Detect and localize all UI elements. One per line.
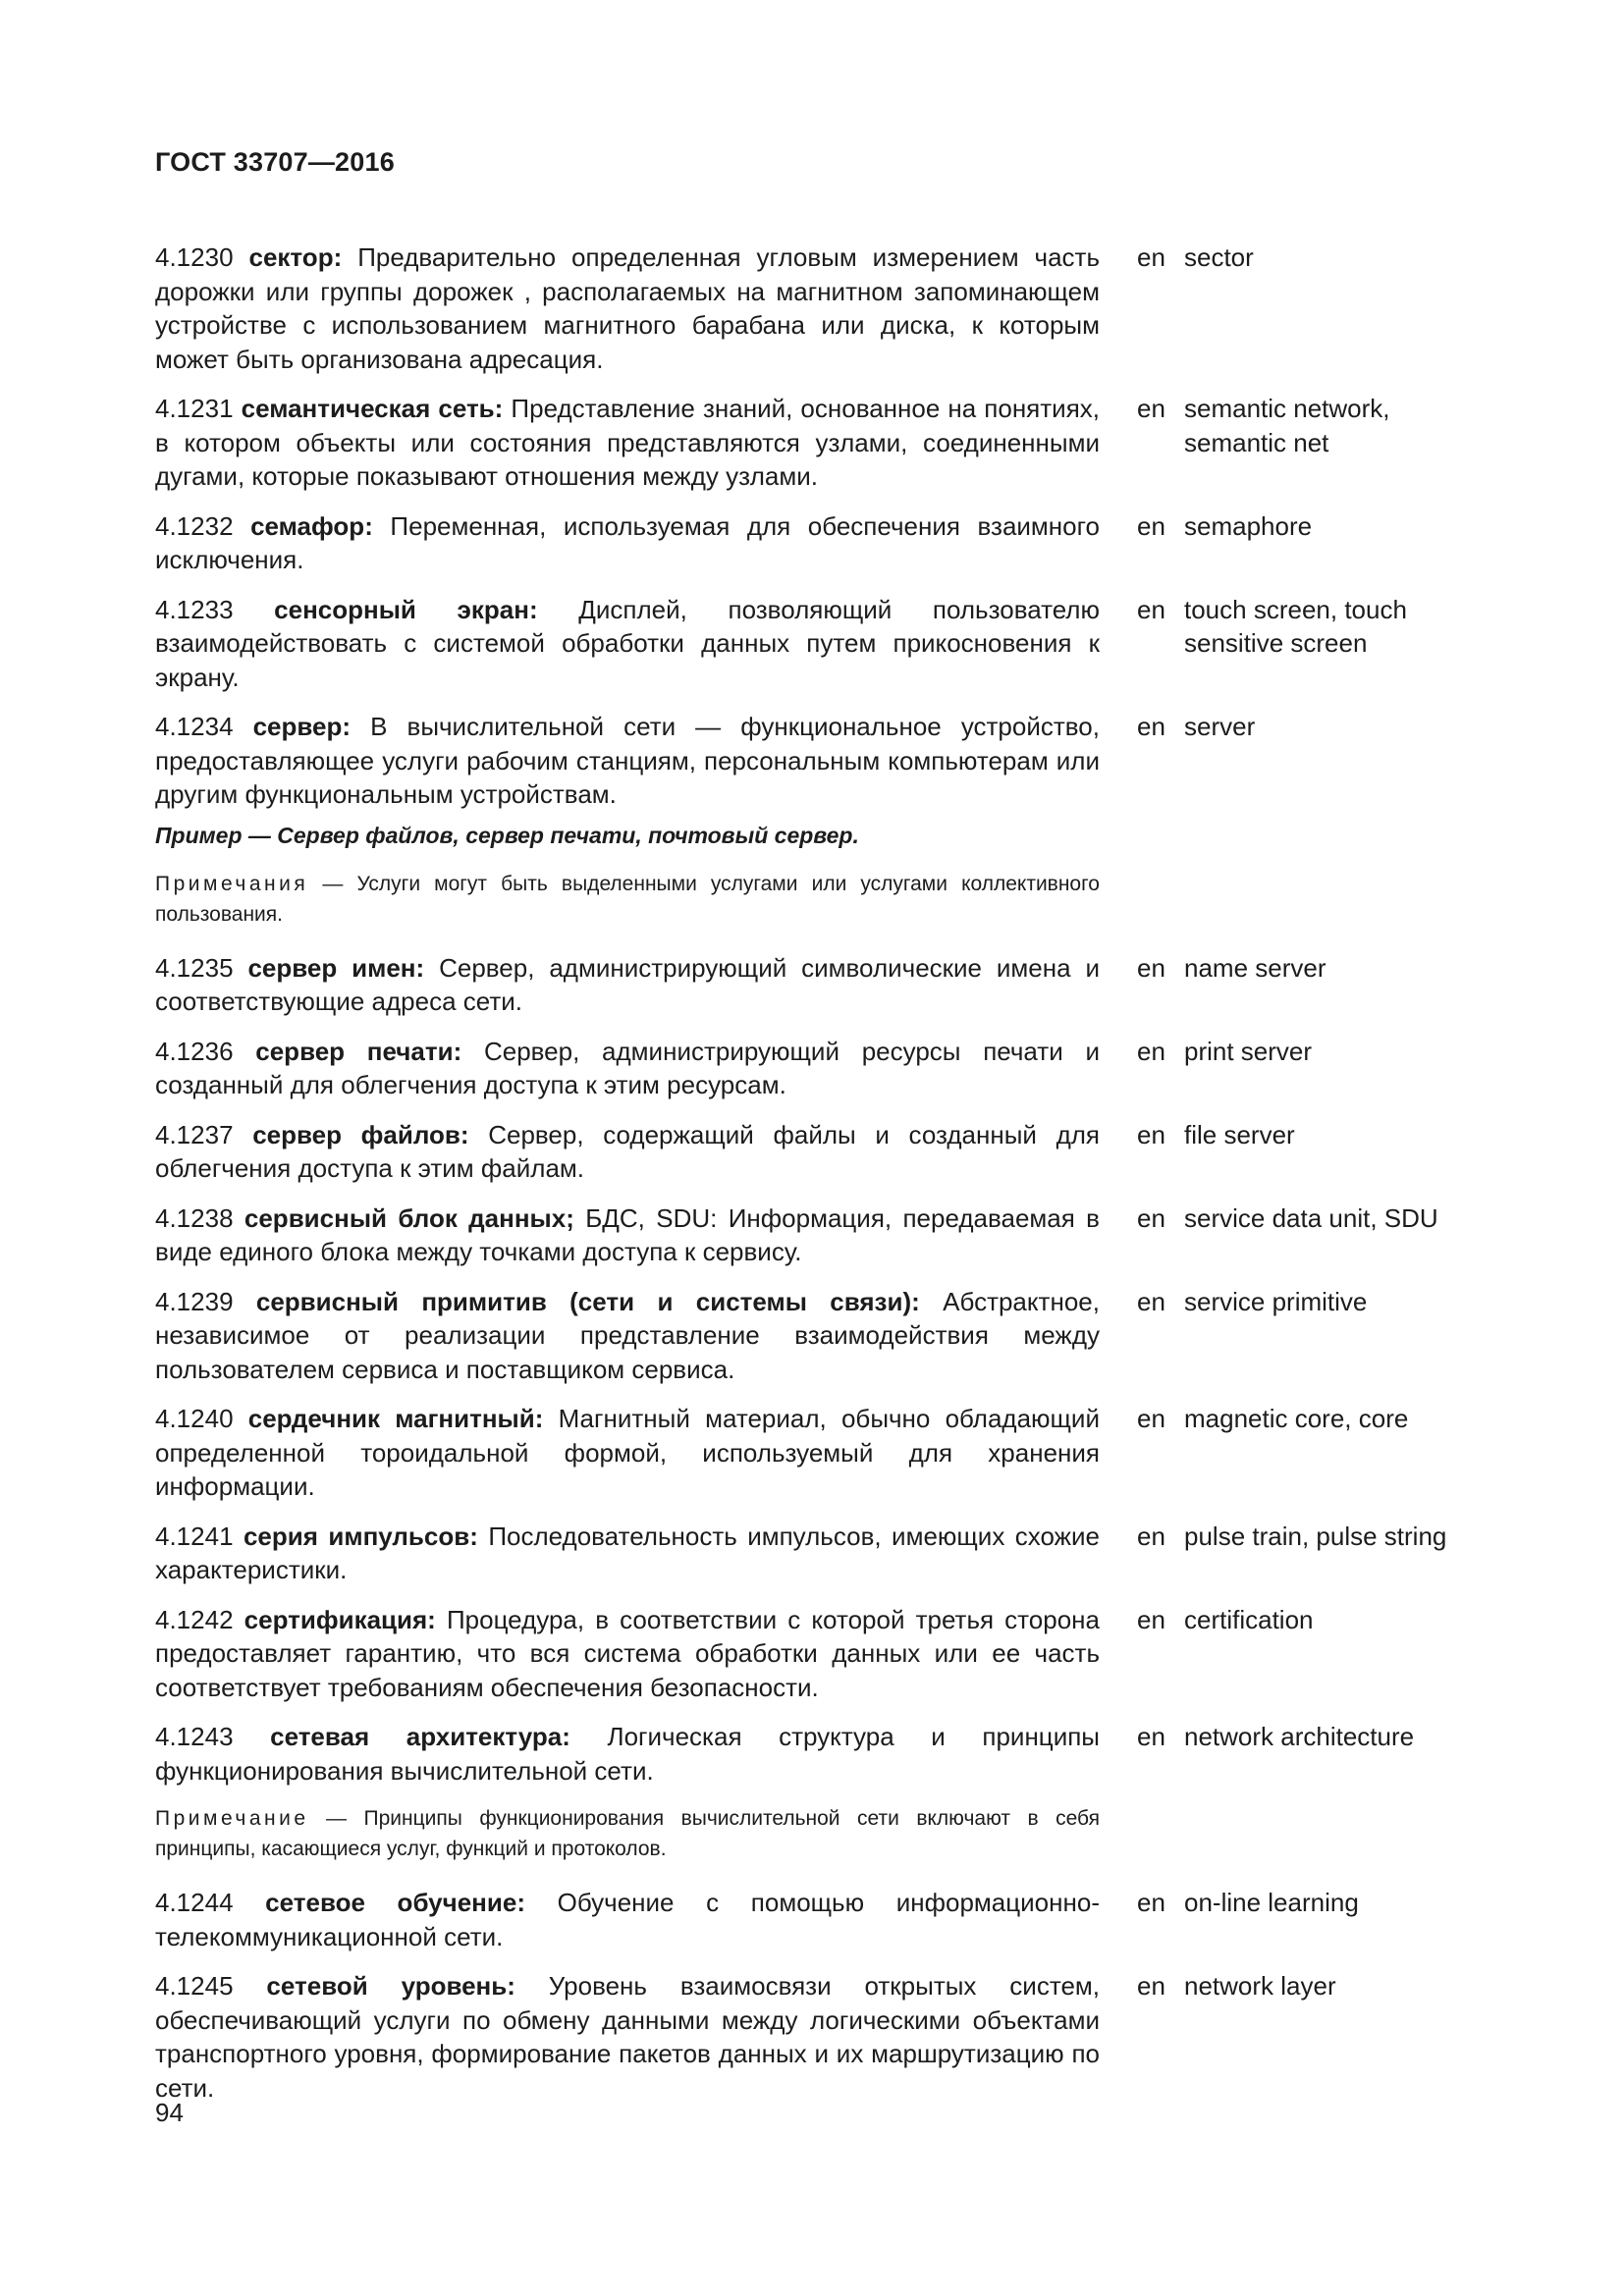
entry-term: семантическая сеть: (241, 394, 504, 423)
entry-term: сервер: (252, 712, 352, 741)
entry-term: сетевое обучение: (265, 1888, 525, 1917)
entry-number: 4.1241 (155, 1521, 234, 1551)
entry-text: Уровень взаимосвязи открытых систем, обеспечивающий услуги по обмену данными между логическими объектами транспортного уровня, формирование пакетов данных и их маршрутизацию по сети. (155, 1971, 1100, 2103)
entry-number: 4.1235 (155, 952, 234, 983)
entry-number: 4.1245 (155, 1971, 234, 2001)
entry-term: сектор: (248, 242, 343, 272)
entry-number: 4.1238 (155, 1202, 234, 1233)
entry-language: en (1137, 1036, 1165, 1066)
entry-number: 4.1237 (155, 1119, 234, 1149)
entry-definition (155, 1285, 1100, 1387)
note-text: — Принципы функционирования вычислительной сети включают в себя принципы, касающиеся услуг, функций и протоколов. (155, 1807, 1100, 1860)
term-entry (155, 1285, 1490, 1387)
entry-number: 4.1236 (155, 1036, 234, 1066)
entry-number: 4.1240 (155, 1404, 234, 1433)
entry-number: 4.1233 (155, 594, 234, 624)
entry-definition (155, 1603, 1100, 1705)
entry-text: В вычислительной сети — функциональное устройство, предоставляющее услуги рабочим станциям, персональным компьютерам или другим функциональным устройствам. (155, 712, 1100, 809)
entry-equivalent: sector (1184, 242, 1254, 272)
note-text: — Услуги могут быть выделенными услугами или услугами коллективного пользования. (155, 872, 1100, 926)
entry-text: Переменная, используемая для обеспечения взаимного исключения. (155, 510, 1100, 574)
entry-language: en (1137, 712, 1165, 741)
entry-equivalent: on-line learning (1184, 1888, 1359, 1917)
entry-language: en (1137, 1119, 1165, 1149)
entry-term: сертификация: (244, 1604, 436, 1634)
entry-equivalent: semaphore (1184, 510, 1313, 541)
entry-number: 4.1242 (155, 1604, 234, 1634)
note-label: Примечания (155, 872, 309, 895)
term-entry (155, 1603, 1490, 1705)
entry-language: en (1137, 1971, 1165, 2001)
entry-number: 4.1244 (155, 1888, 234, 1917)
entry-equivalent: network layer (1184, 1971, 1336, 2001)
entry-language: en (1137, 1888, 1165, 1917)
entry-definition (155, 1969, 1100, 2105)
entry-term: сетевая архитектура: (270, 1722, 570, 1751)
entry-text: Представление знаний, основанное на понятиях, в котором объекты или состояния представляются узлами, соединенными дугами, которые показывают отношения между узлами. (155, 394, 1101, 491)
entry-equivalent: server (1184, 712, 1256, 741)
term-entry (155, 240, 1490, 376)
entry-language: en (1137, 1722, 1165, 1751)
note-block (155, 1803, 1100, 1864)
term-entry (155, 1969, 1490, 2105)
entry-language: en (1137, 1286, 1165, 1316)
entry-equivalent: magnetic core, core (1184, 1404, 1409, 1433)
entry-language: en (1137, 952, 1165, 983)
entry-definition (155, 1520, 1100, 1587)
entry-language: en (1137, 242, 1165, 272)
entry-number: 4.1243 (155, 1722, 234, 1751)
entry-term: семафор: (250, 510, 373, 541)
entry-definition (155, 1720, 1100, 1788)
term-entry (155, 1118, 1490, 1186)
entry-text: Дисплей, позволяющий пользователю взаимодействовать с системой обработки данных путем прикосновения к экрану. (155, 594, 1100, 692)
entry-language: en (1137, 1604, 1165, 1634)
entry-equivalent: certification (1184, 1604, 1314, 1634)
entry-language: en (1137, 1521, 1165, 1551)
entry-equivalent: name server (1184, 952, 1326, 983)
entry-definition (155, 710, 1100, 812)
entry-term: сервер файлов: (252, 1119, 469, 1149)
term-entry (155, 1886, 1490, 1953)
entry-definition (155, 1035, 1100, 1102)
term-entry (155, 1201, 1490, 1269)
entry-definition (155, 1118, 1100, 1186)
entry-term: сердечник магнитный: (247, 1404, 544, 1433)
entry-equivalent: network architecture (1184, 1722, 1415, 1751)
entry-term: сенсорный экран: (274, 594, 538, 624)
entry-definition (155, 951, 1100, 1019)
entry-text: Процедура, в соответствии с которой третья сторона предоставляет гарантию, что вся система обработки данных или ее часть соответствует требованиям обеспечения безопасности. (155, 1604, 1100, 1702)
entry-number: 4.1230 (155, 242, 234, 272)
entry-text: Сервер, администрирующий ресурсы печати и созданный для облегчения доступа к этим ресурсам. (155, 1036, 1100, 1099)
entry-definition (155, 509, 1100, 577)
entry-text: Магнитный материал, обычно обладающий определенной тороидальной формой, используемый для хранения информации. (155, 1404, 1100, 1501)
note-label: Примечание (155, 1807, 309, 1830)
entry-language: en (1137, 594, 1165, 624)
entry-text: Логическая структура и принципы функционирования вычислительной сети. (155, 1722, 1100, 1786)
entry-definition (155, 1886, 1100, 1953)
entry-equivalent: service primitive (1184, 1286, 1368, 1316)
entry-term: сервер печати: (255, 1036, 462, 1066)
entry-language: en (1137, 1202, 1165, 1233)
entry-term: сетевой уровень: (266, 1971, 515, 2001)
term-entry (155, 1402, 1490, 1504)
term-entry (155, 593, 1490, 695)
entry-text: Сервер, содержащий файлы и созданный для облегчения доступа к этим файлам. (155, 1119, 1100, 1183)
document-header: ГОСТ 33707—2016 (155, 147, 395, 177)
example-text: Пример — Сервер файлов, сервер печати, почтовый сервер. (155, 822, 859, 848)
entry-text: Сервер, администрирующий символические имена и соответствующие адреса сети. (155, 952, 1101, 1016)
entry-definition (155, 1201, 1100, 1269)
note-block (155, 869, 1100, 930)
entry-term: серия импульсов: (243, 1521, 478, 1551)
term-entry (155, 1035, 1490, 1102)
entry-term: сервисный блок данных; (244, 1202, 574, 1233)
entry-text: Последовательность импульсов, имеющих схожие характеристики. (155, 1521, 1101, 1584)
entry-text: БДС, SDU: Информация, передаваемая в виде единого блока между точками доступа к сервису. (155, 1202, 1100, 1266)
entry-term: сервисный примитив (сети и системы связи): (255, 1286, 920, 1316)
entry-number: 4.1239 (155, 1286, 234, 1316)
entry-number: 4.1234 (155, 712, 234, 741)
entry-language: en (1137, 394, 1165, 423)
entry-number: 4.1231 (155, 394, 234, 423)
term-entry (155, 509, 1490, 577)
entry-equivalent: print server (1184, 1036, 1313, 1066)
term-list (155, 240, 1490, 2120)
entry-term: сервер имен: (247, 952, 425, 983)
entry-text: Предварительно определенная угловым измерением часть дорожки или группы дорожек , располагаемых на магнитном запоминающем устройстве с использованием магнитного барабана или диска, к которым может быть организована адресация. (155, 242, 1100, 374)
entry-definition (155, 1402, 1100, 1504)
entry-equivalent: file server (1184, 1119, 1295, 1149)
term-entry (155, 951, 1490, 1019)
entry-definition (155, 240, 1100, 376)
entry-number: 4.1232 (155, 510, 234, 541)
entry-language: en (1137, 510, 1165, 541)
page-number: 94 (155, 2098, 184, 2127)
term-entry (155, 1520, 1490, 1587)
entry-equivalent: touch screen, touch sensitive screen (1184, 594, 1407, 658)
term-entry (155, 710, 1490, 812)
entry-text: Абстрактное, независимое от реализации представление взаимодействия между пользователем сервиса и поставщиком сервиса. (155, 1286, 1100, 1384)
entry-definition (155, 593, 1100, 695)
entry-equivalent: service data unit, SDU (1184, 1202, 1438, 1233)
term-entry (155, 392, 1490, 494)
entry-definition (155, 392, 1100, 494)
term-entry (155, 1720, 1490, 1788)
entry-language: en (1137, 1404, 1165, 1433)
entry-equivalent: pulse train, pulse string (1184, 1521, 1447, 1551)
entry-equivalent: semantic network, semantic net (1184, 394, 1390, 457)
entry-text: Обучение с помощью информационно-телекоммуникационной сети. (155, 1888, 1100, 1951)
